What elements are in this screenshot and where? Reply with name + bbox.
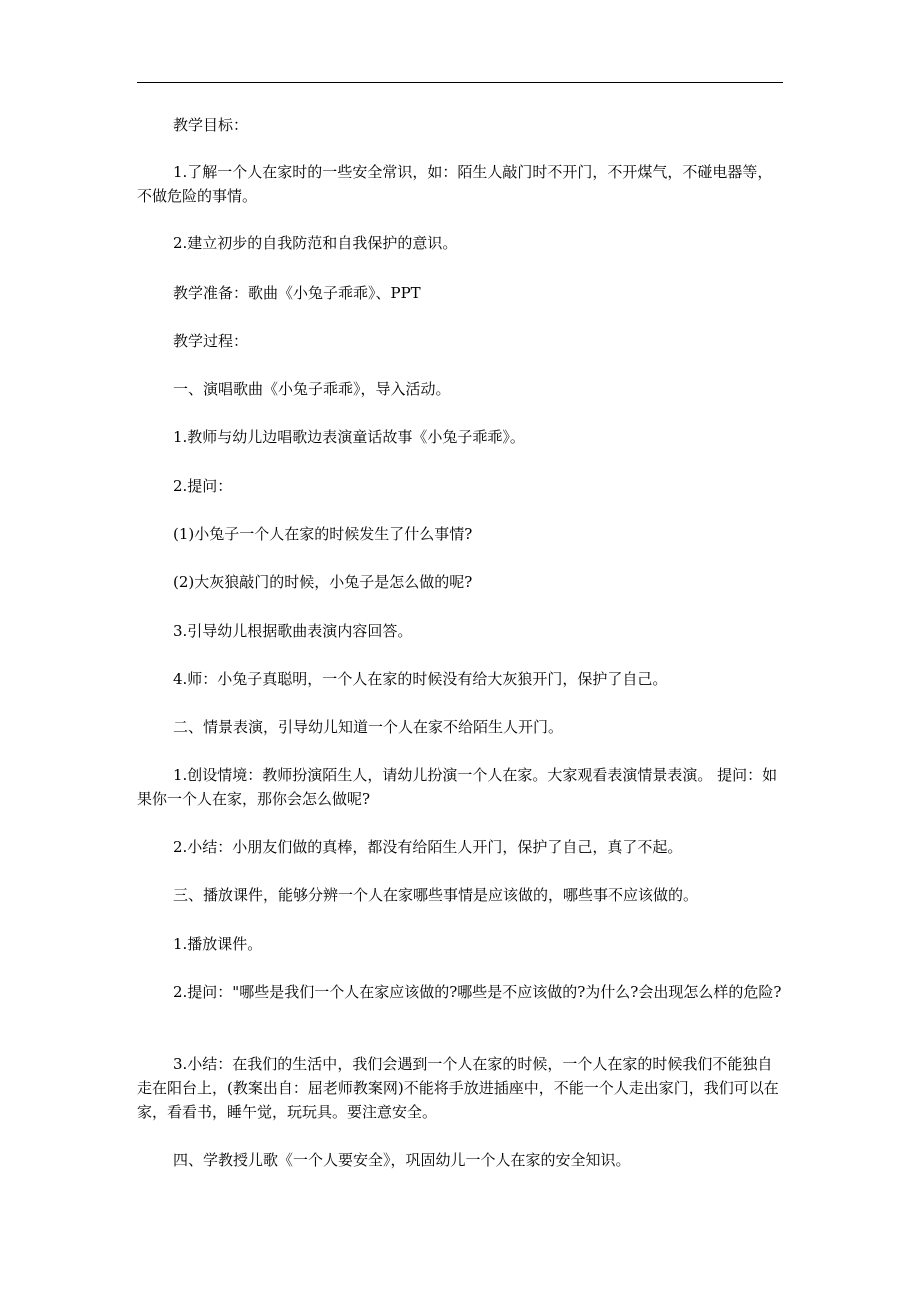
paragraph-1-3: 3.引导幼儿根据歌曲表演内容回答。 — [173, 622, 413, 640]
section-heading-3: 三、播放课件，能够分辨一个人在家哪些事情是应该做的，哪些事不应该做的。 — [173, 886, 699, 904]
section-heading-2: 二、情景表演，引导幼儿知道一个人在家不给陌生人开门。 — [173, 718, 564, 736]
paragraph-1-1: 1.教师与幼儿边唱歌边表演童话故事《小兔子乖乖》。 — [173, 428, 525, 446]
paragraph-1-2-b: (2)大灰狼敲门的时候，小兔子是怎么做的呢? — [173, 573, 473, 591]
paragraph-goal-1: 1.了解一个人在家时的一些安全常识，如：陌生人敲门时不开门，不开煤气，不碰电器等，不做危险的事情。 — [137, 163, 773, 205]
paragraph-goal-2: 2.建立初步的自我防范和自我保护的意识。 — [173, 234, 458, 252]
heading-teaching-preparation: 教学准备：歌曲《小兔子乖乖》、PPT — [173, 284, 421, 302]
paragraph-1-2: 2.提问： — [173, 477, 233, 495]
paragraph-3-1: 1.播放课件。 — [173, 935, 263, 953]
paragraph-3-2: 2.提问："哪些是我们一个人在家应该做的?哪些是不应该做的?为什么?会出现怎么样的危险? — [173, 983, 782, 1001]
heading-teaching-goals: 教学目标： — [173, 116, 249, 134]
paragraph-1-4: 4.师：小兔子真聪明，一个人在家的时候没有给大灰狼开门，保护了自己。 — [173, 670, 668, 688]
heading-teaching-process: 教学过程： — [173, 332, 249, 350]
paragraph-3-3: 3.小结：在我们的生活中，我们会遇到一个人在家的时候，一个人在家的时候我们不能独自走在阳台上，(教案出自：屈老师教案网)不能将手放进插座中，不能一个人走出家门，我们可以在家，看看书，睡午觉，玩玩具。要注意安全。 — [137, 1055, 779, 1121]
section-heading-1: 一、演唱歌曲《小兔子乖乖》，导入活动。 — [173, 380, 451, 398]
paragraph-2-2: 2.小结：小朋友们做的真棒，都没有给陌生人开门，保护了自己，真了不起。 — [173, 838, 683, 856]
section-heading-4: 四、学教授儿歌《一个人要安全》，巩固幼儿一个人在家的安全知识。 — [173, 1151, 631, 1169]
paragraph-2-1: 1.创设情境：教师扮演陌生人，请幼儿扮演一个人在家。大家观看表演情景表演。 提问：如果你一个人在家，那你会怎么做呢? — [137, 766, 778, 808]
header-rule — [137, 82, 783, 83]
paragraph-1-2-a: (1)小兔子一个人在家的时候发生了什么事情? — [173, 525, 473, 543]
